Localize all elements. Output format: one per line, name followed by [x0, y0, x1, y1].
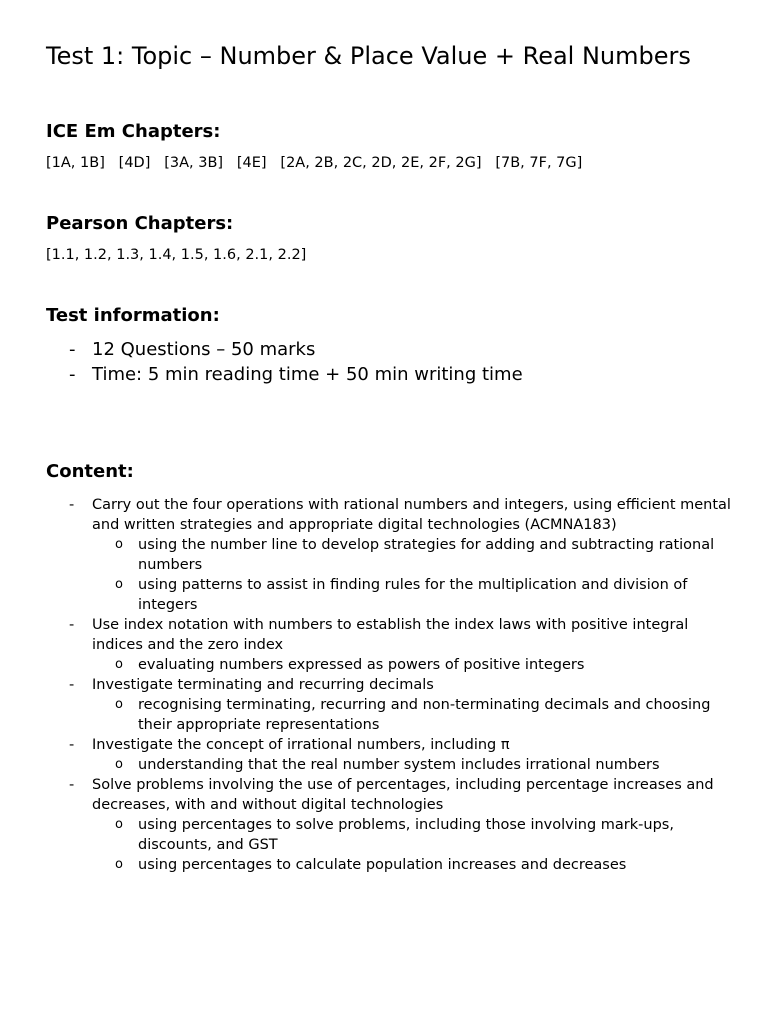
content-sub-item	[92, 755, 736, 775]
dash-bullet: -	[69, 339, 76, 360]
content-item-text: Solve problems involving the use of percentages, including percentage increases and decreases, with and without digital technologies	[92, 777, 714, 813]
circle-bullet: o	[115, 577, 123, 592]
dash-bullet: -	[69, 777, 75, 793]
content-item	[46, 495, 736, 615]
content-sub-item	[92, 655, 736, 675]
circle-bullet: o	[115, 857, 123, 872]
test-info-text: Time: 5 min reading time + 50 min writing time	[92, 364, 523, 385]
content-sub-text: using percentages to solve problems, including those involving mark-ups, discounts, and GST	[138, 817, 674, 853]
content-sub-item	[92, 815, 736, 855]
content-sub-text: evaluating numbers expressed as powers of positive integers	[138, 657, 585, 673]
content-item-text: Investigate terminating and recurring decimals	[92, 677, 434, 693]
content-sub-list	[92, 755, 736, 775]
content-sub-text: using the number line to develop strategies for adding and subtracting rational numbers	[138, 537, 715, 573]
dash-bullet: -	[69, 737, 75, 753]
content-sub-text: recognising terminating, recurring and non-terminating decimals and choosing their appropriate representations	[138, 697, 711, 733]
content-sub-list	[92, 655, 736, 675]
content-item-text: Carry out the four operations with rational numbers and integers, using efficient mental and written strategies and appropriate digital technologies (ACMNA183)	[92, 497, 731, 533]
content-sub-item	[92, 535, 736, 575]
dash-bullet: -	[69, 617, 75, 633]
content-sub-text: using percentages to calculate population increases and decreases	[138, 857, 627, 873]
dash-bullet: -	[69, 677, 75, 693]
content-sub-list	[92, 535, 736, 615]
document-title: Test 1: Topic – Number & Place Value + Real Numbers	[46, 42, 691, 70]
dash-bullet: -	[69, 364, 76, 385]
content-item-text: Use index notation with numbers to establish the index laws with positive integral indices and the zero index	[92, 617, 689, 653]
circle-bullet: o	[115, 657, 123, 672]
pearson-heading: Pearson Chapters:	[46, 213, 234, 234]
test-info-text: 12 Questions – 50 marks	[92, 339, 316, 360]
content-sub-item	[92, 855, 736, 875]
circle-bullet: o	[115, 697, 123, 712]
test-info-item	[46, 337, 736, 362]
test-info-item	[46, 362, 736, 387]
content-sub-list	[92, 695, 736, 735]
content-list	[46, 495, 736, 875]
content-item-text: Investigate the concept of irrational numbers, including π	[92, 737, 510, 753]
content-sub-list	[92, 815, 736, 875]
content-item	[46, 675, 736, 735]
content-sub-item	[92, 695, 736, 735]
circle-bullet: o	[115, 817, 123, 832]
content-item	[46, 735, 736, 775]
test-info-list	[46, 337, 736, 387]
test-info-heading: Test information:	[46, 305, 220, 326]
ice-em-heading: ICE Em Chapters:	[46, 121, 221, 142]
pearson-chapters: [1.1, 1.2, 1.3, 1.4, 1.5, 1.6, 2.1, 2.2]	[46, 247, 307, 263]
content-heading: Content:	[46, 461, 134, 482]
circle-bullet: o	[115, 757, 123, 772]
ice-em-chapters: [1A, 1B] [4D] [3A, 3B] [4E] [2A, 2B, 2C, 2D, 2E, 2F, 2G] [7B, 7F, 7G]	[46, 155, 583, 171]
content-item	[46, 615, 736, 675]
content-sub-text: understanding that the real number system includes irrational numbers	[138, 757, 660, 773]
document-page	[46, 40, 736, 875]
circle-bullet: o	[115, 537, 123, 552]
content-item	[46, 775, 736, 875]
content-sub-text: using patterns to assist in finding rules for the multiplication and division of integers	[138, 577, 688, 613]
dash-bullet: -	[69, 497, 75, 513]
content-sub-item	[92, 575, 736, 615]
